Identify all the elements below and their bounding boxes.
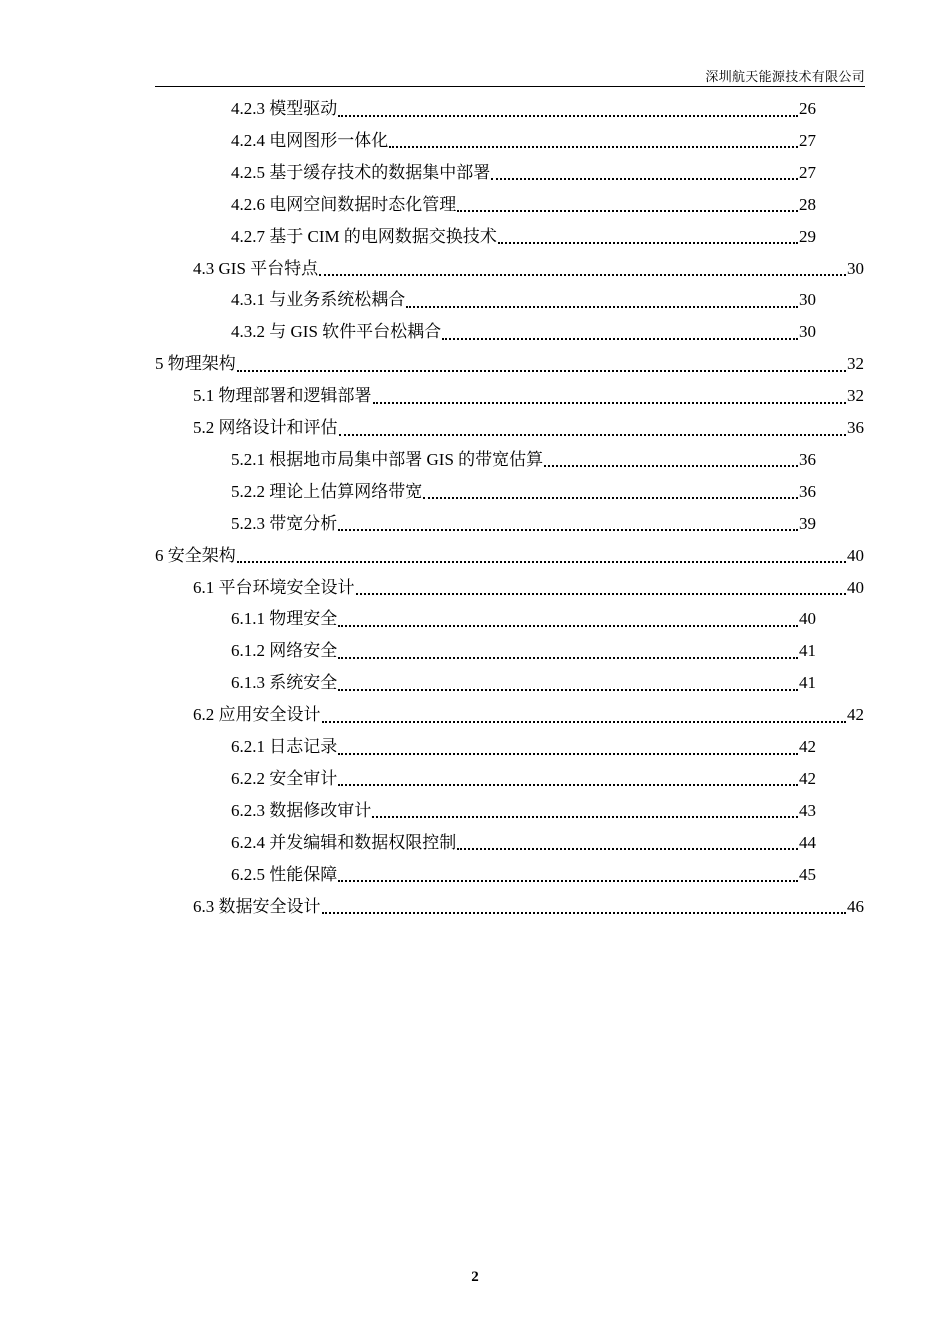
toc-entry[interactable] bbox=[231, 476, 816, 508]
toc-dot-leader bbox=[338, 783, 798, 786]
toc-entry-page: 42 bbox=[799, 737, 816, 756]
toc-entry-page: 30 bbox=[799, 322, 816, 342]
toc-entry-label: 5 物理架构 bbox=[155, 354, 236, 374]
toc-entry-label: 5.2.2 理论上估算网络带宽 bbox=[231, 481, 423, 501]
toc-dot-leader bbox=[406, 305, 798, 308]
toc-entry[interactable] bbox=[193, 412, 864, 444]
toc-entry-label: 6.3 数据安全设计 bbox=[193, 896, 321, 916]
toc-entry[interactable] bbox=[231, 731, 816, 763]
toc-entry[interactable] bbox=[231, 795, 816, 827]
toc-dot-leader bbox=[442, 337, 798, 340]
toc-entry-page: 41 bbox=[799, 673, 816, 693]
toc-dot-leader bbox=[373, 401, 847, 404]
toc-entry-label: 4.2.5 基于缓存技术的数据集中部署 bbox=[231, 162, 491, 182]
toc-entry-label: 4.3 GIS 平台特点 bbox=[193, 258, 319, 278]
toc-entry-page: 43 bbox=[799, 800, 816, 820]
toc-entry-page: 40 bbox=[799, 609, 816, 629]
page-header bbox=[155, 64, 865, 87]
toc-entry-label: 6.2.2 安全审计 bbox=[231, 768, 338, 788]
toc-entry[interactable] bbox=[193, 572, 864, 604]
toc-entry[interactable] bbox=[193, 253, 864, 285]
toc-dot-leader bbox=[339, 433, 847, 436]
toc-entry-page: 36 bbox=[799, 449, 816, 469]
toc-entry[interactable] bbox=[231, 763, 816, 795]
toc-entry-label: 4.2.6 电网空间数据时态化管理 bbox=[231, 194, 457, 214]
toc-entry[interactable] bbox=[231, 284, 816, 316]
toc-entry-page: 40 bbox=[847, 545, 864, 565]
toc-entry-page: 26 bbox=[799, 99, 816, 118]
company-name: 深圳航天能源技术有限公司 bbox=[705, 70, 865, 85]
toc-dot-leader bbox=[338, 688, 798, 691]
toc-entry-label: 6.1.2 网络安全 bbox=[231, 641, 338, 661]
toc-entry-label: 5.2.1 根据地市局集中部署 GIS 的带宽估算 bbox=[231, 449, 544, 469]
toc-dot-leader bbox=[338, 656, 798, 659]
toc-entry[interactable] bbox=[231, 667, 816, 699]
toc-entry-page: 42 bbox=[847, 705, 864, 725]
toc-entry-page: 30 bbox=[847, 258, 864, 278]
toc-entry[interactable] bbox=[155, 540, 864, 572]
toc-entry-label: 6.1 平台环境安全设计 bbox=[193, 577, 355, 597]
toc-entry[interactable] bbox=[231, 508, 816, 540]
toc-entry-label: 4.3.2 与 GIS 软件平台松耦合 bbox=[231, 322, 442, 342]
toc-entry[interactable] bbox=[231, 859, 816, 891]
page-number: 2 bbox=[471, 1269, 479, 1285]
toc-entry-page: 36 bbox=[799, 481, 816, 501]
toc-entry[interactable] bbox=[231, 316, 816, 348]
toc-dot-leader bbox=[544, 464, 798, 467]
toc-entry-label: 6 安全架构 bbox=[155, 545, 236, 565]
toc-entry-label: 6.1.3 系统安全 bbox=[231, 673, 338, 693]
toc-entry-page: 27 bbox=[799, 130, 816, 150]
toc-entry[interactable] bbox=[155, 348, 864, 380]
toc-dot-leader bbox=[491, 177, 798, 180]
toc-dot-leader bbox=[457, 209, 798, 212]
toc-entry-page: 39 bbox=[799, 513, 816, 533]
toc-entry[interactable] bbox=[231, 93, 816, 125]
toc-entry-label: 5.2 网络设计和评估 bbox=[193, 418, 338, 437]
toc-dot-leader bbox=[423, 496, 798, 499]
toc-entry[interactable] bbox=[231, 189, 816, 221]
toc-entry-page: 32 bbox=[847, 386, 864, 406]
toc-entry[interactable] bbox=[231, 827, 816, 859]
toc-dot-leader bbox=[322, 911, 847, 914]
toc-entry-page: 45 bbox=[799, 864, 816, 884]
toc-entry-label: 4.2.4 电网图形一体化 bbox=[231, 130, 389, 150]
toc-dot-leader bbox=[322, 720, 847, 723]
toc-entry-page: 28 bbox=[799, 194, 816, 214]
toc-entry[interactable] bbox=[231, 221, 816, 253]
toc-entry[interactable] bbox=[231, 444, 816, 476]
toc-entry-label: 6.2.5 性能保障 bbox=[231, 864, 338, 884]
toc-dot-leader bbox=[338, 624, 798, 627]
toc-dot-leader bbox=[338, 114, 798, 117]
toc-entry-page: 42 bbox=[799, 768, 816, 788]
toc-entry-label: 4.2.7 基于 CIM 的电网数据交换技术 bbox=[231, 226, 497, 246]
toc-entry[interactable] bbox=[193, 380, 864, 412]
toc-dot-leader bbox=[338, 879, 798, 882]
toc-entry-label: 6.2.4 并发编辑和数据权限控制 bbox=[231, 832, 457, 852]
toc-dot-leader bbox=[372, 815, 798, 818]
toc-entry-page: 32 bbox=[847, 354, 864, 374]
toc-entry-label: 6.2 应用安全设计 bbox=[193, 705, 321, 725]
toc-entry-label: 4.3.1 与业务系统松耦合 bbox=[231, 290, 406, 310]
toc-entry-label: 5.1 物理部署和逻辑部署 bbox=[193, 386, 372, 406]
toc-dot-leader bbox=[457, 847, 798, 850]
toc-entry[interactable] bbox=[193, 891, 864, 923]
toc-entry[interactable] bbox=[231, 157, 816, 189]
toc-dot-leader bbox=[389, 145, 798, 148]
toc-dot-leader bbox=[356, 592, 847, 595]
toc-dot-leader bbox=[237, 369, 846, 372]
toc-dot-leader bbox=[338, 528, 798, 531]
toc-dot-leader bbox=[498, 241, 798, 244]
toc-entry-page: 29 bbox=[799, 226, 816, 246]
toc-entry-label: 6.2.3 数据修改审计 bbox=[231, 800, 372, 820]
toc-entry-page: 30 bbox=[799, 290, 816, 310]
toc-entry[interactable] bbox=[231, 635, 816, 667]
toc-dot-leader bbox=[338, 752, 798, 755]
toc-entry[interactable] bbox=[231, 603, 816, 635]
toc-entry-label: 6.2.1 日志记录 bbox=[231, 737, 338, 756]
toc-entry[interactable] bbox=[231, 125, 816, 157]
toc-entry-label: 4.2.3 模型驱动 bbox=[231, 99, 338, 118]
toc-entry-page: 27 bbox=[799, 162, 816, 182]
toc-entry-page: 41 bbox=[799, 641, 816, 661]
toc-entry-page: 46 bbox=[847, 896, 864, 916]
toc-entry-page: 40 bbox=[847, 577, 864, 597]
toc-entry-page: 44 bbox=[799, 832, 816, 852]
toc-entry-page: 36 bbox=[847, 418, 864, 437]
toc-entry-label: 6.1.1 物理安全 bbox=[231, 609, 338, 629]
toc-dot-leader bbox=[319, 273, 846, 276]
toc-entry[interactable] bbox=[193, 699, 864, 731]
toc-entry-label: 5.2.3 带宽分析 bbox=[231, 513, 338, 533]
toc-dot-leader bbox=[237, 560, 846, 563]
